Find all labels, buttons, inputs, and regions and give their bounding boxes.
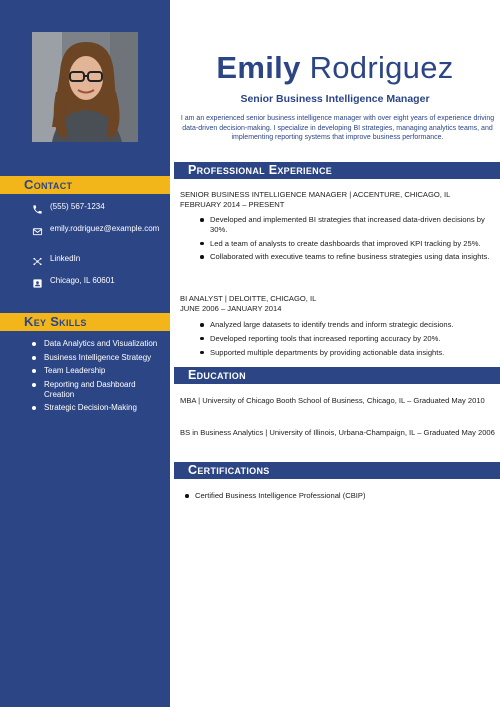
certification-item: Certified Business Intelligence Professional (CBIP) — [187, 491, 477, 501]
job-2-bullets — [202, 320, 492, 361]
experience-heading: Professional Experience — [174, 162, 500, 179]
last-name: Rodriguez — [309, 50, 454, 85]
summary: I am an experienced senior business intelligence manager with over eight years of experience driving data-driven decision-making. I specialize in developing BI strategies, managing analytics teams, and implementing reporting systems that improve business performance. — [180, 115, 495, 141]
phone-icon — [30, 202, 44, 216]
bullet-item: Supported multiple departments by providing actionable data insights. — [202, 348, 492, 358]
skill-item: Strategic Decision-Making — [32, 403, 160, 413]
certifications-list — [187, 491, 477, 505]
location-text: Chicago, IL 60601 — [50, 276, 115, 285]
job-1-bullets — [202, 215, 492, 266]
candidate-name — [170, 50, 500, 86]
bullet-item: Led a team of analysts to create dashboards that improved KPI tracking by 25%. — [202, 239, 492, 249]
skills-heading: Key Skills — [0, 313, 170, 331]
sidebar — [0, 0, 170, 707]
profile-photo — [32, 32, 138, 142]
linkedin-text[interactable]: LinkedIn — [50, 254, 81, 263]
linkedin-icon — [30, 254, 44, 268]
skill-item: Data Analytics and Visualization — [32, 339, 160, 349]
job-2-title: BI ANALYST | DELOITTE, CHICAGO, IL — [180, 294, 317, 303]
contact-email[interactable] — [30, 224, 162, 238]
education-item: BS in Business Analytics | University of Illinois, Urbana-Champaign, IL – Graduated May 2006 — [180, 428, 495, 437]
job-1-title: SENIOR BUSINESS INTELLIGENCE MANAGER | ACCENTURE, CHICAGO, IL — [180, 190, 451, 199]
education-heading: Education — [174, 367, 500, 384]
bullet-item: Developed and implemented BI strategies that increased data-driven decisions by 30%. — [202, 215, 492, 235]
skill-item: Reporting and Dashboard Creation — [32, 380, 160, 400]
job-1-dates: FEBRUARY 2014 – PRESENT — [180, 200, 285, 209]
contact-phone — [30, 202, 162, 216]
skill-item: Team Leadership — [32, 366, 160, 376]
email-text[interactable]: emily.rodriguez@example.com — [50, 224, 160, 233]
skills-list — [32, 339, 160, 417]
email-icon — [30, 224, 44, 238]
bullet-item: Collaborated with executive teams to refine business strategies using data insights. — [202, 252, 492, 262]
contact-heading: Contact — [0, 176, 170, 194]
first-name: Emily — [216, 50, 301, 85]
phone-text: (555) 567-1234 — [50, 202, 105, 211]
bullet-item: Analyzed large datasets to identify trends and inform strategic decisions. — [202, 320, 492, 330]
contact-linkedin[interactable] — [30, 254, 162, 268]
certifications-heading: Certifications — [174, 462, 500, 479]
skill-item: Business Intelligence Strategy — [32, 353, 160, 363]
bullet-item: Developed reporting tools that increased reporting accuracy by 20%. — [202, 334, 492, 344]
contact-location — [30, 276, 162, 290]
education-item: MBA | University of Chicago Booth School of Business, Chicago, IL – Graduated May 2010 — [180, 396, 485, 405]
address-card-icon — [30, 276, 44, 290]
job-2-dates: JUNE 2006 – JANUARY 2014 — [180, 304, 282, 313]
job-title: Senior Business Intelligence Manager — [240, 93, 430, 105]
